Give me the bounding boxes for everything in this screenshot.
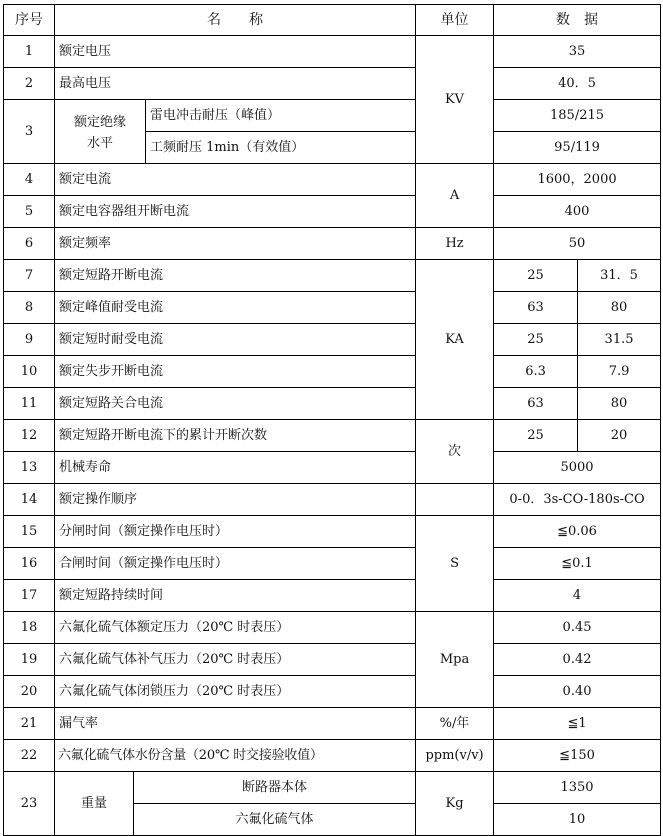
table-row [4,676,661,708]
table-row [4,132,661,164]
table-row [4,196,661,228]
row-name: 额定短时耐受电流 [55,324,416,356]
row-value: ≦0.1 [494,548,661,580]
table-row [4,356,661,388]
row-name: 额定电压 [55,36,416,68]
table-row [4,164,661,196]
table-row [4,228,661,260]
table-row [4,516,661,548]
unit-ka: KA [416,260,494,420]
table-row [4,36,661,68]
row-name: 六氟化硫气体补气压力（20℃ 时表压） [55,644,416,676]
row-name: 额定频率 [55,228,416,260]
row-value: 10 [494,804,661,836]
row-index: 4 [4,164,55,196]
row-index: 17 [4,580,55,612]
row-value-2: 20 [578,420,661,452]
row-value-1: 25 [494,324,578,356]
row-value-1: 25 [494,420,578,452]
row-value: 4 [494,580,661,612]
row-value: 50 [494,228,661,260]
row-value: 1600，2000 [494,164,661,196]
row-index: 2 [4,68,55,100]
row-name: 额定电流 [55,164,416,196]
table-row [4,484,661,516]
header-unit: 单位 [416,5,494,36]
row-name: 六氟化硫气体闭锁压力（20℃ 时表压） [55,676,416,708]
row-value: 1350 [494,772,661,804]
row-index: 21 [4,708,55,740]
row-value: 0-0．3s-CO-180s-CO [494,484,661,516]
row-value-1: 25 [494,260,578,292]
weight-group-label: 重量 [55,772,134,836]
unit-mpa: Mpa [416,612,494,708]
row-value-1: 63 [494,292,578,324]
table-row [4,420,661,452]
row-index: 23 [4,772,55,836]
table-row [4,100,661,132]
row-value-2: 31．5 [578,260,661,292]
row-name: 漏气率 [55,708,416,740]
row-name: 六氟化硫气体额定压力（20℃ 时表压） [55,612,416,644]
table-row [4,324,661,356]
table-row [4,260,661,292]
row-name: 额定短路关合电流 [55,388,416,420]
row-name: 额定失步开断电流 [55,356,416,388]
row-value: 0.40 [494,676,661,708]
header-index: 序号 [4,5,55,36]
row-name: 额定短路开断电流下的累计开断次数 [55,420,416,452]
row-value-2: 31.5 [578,324,661,356]
row-index: 11 [4,388,55,420]
table-row [4,292,661,324]
row-value-1: 63 [494,388,578,420]
table-row [4,740,661,772]
table-row [4,548,661,580]
row-sub-name: 雷电冲击耐压（峰值） [146,100,416,132]
row-sub-name: 工频耐压 1min（有效值） [146,132,416,164]
row-value: ≦0.06 [494,516,661,548]
row-index: 6 [4,228,55,260]
row-index: 13 [4,452,55,484]
row-value: 5000 [494,452,661,484]
insulation-group-label: 额定绝缘 [55,100,146,132]
row-name: 额定电容器组开断电流 [55,196,416,228]
row-value: 0.45 [494,612,661,644]
unit-times: 次 [416,420,494,484]
row-name: 额定操作顺序 [55,484,416,516]
unit-s: S [416,516,494,612]
row-value: 35 [494,36,661,68]
table-row [4,388,661,420]
row-name: 最高电压 [55,68,416,100]
table-row [4,708,661,740]
row-name: 六氟化硫气体水份含量（20℃ 时交接验收值） [55,740,416,772]
row-value-2: 80 [578,292,661,324]
row-index: 18 [4,612,55,644]
row-name: 额定短路开断电流 [55,260,416,292]
row-index: 16 [4,548,55,580]
unit-a: A [416,164,494,228]
row-index: 1 [4,36,55,68]
row-value: 0.42 [494,644,661,676]
row-name: 额定短路持续时间 [55,580,416,612]
row-value: 400 [494,196,661,228]
row-name: 额定峰值耐受电流 [55,292,416,324]
row-index: 8 [4,292,55,324]
unit-ppm: ppm(v/v) [416,740,494,772]
unit-empty [416,484,494,516]
row-value: ≦1 [494,708,661,740]
unit-pct-year: %/年 [416,708,494,740]
row-value: 185/215 [494,100,661,132]
row-index: 12 [4,420,55,452]
row-index: 14 [4,484,55,516]
header-data: 数 据 [494,5,661,36]
header-name: 名 称 [55,5,416,36]
row-index: 3 [4,100,55,164]
row-name: 机械寿命 [55,452,416,484]
row-name: 合闸时间（额定操作电压时） [55,548,416,580]
header-row [4,5,661,36]
unit-kv: KV [416,36,494,164]
row-value-2: 7.9 [578,356,661,388]
table-row [4,772,661,804]
row-index: 19 [4,644,55,676]
table-row [4,644,661,676]
row-index: 20 [4,676,55,708]
row-value-2: 80 [578,388,661,420]
row-value: ≦150 [494,740,661,772]
row-index: 15 [4,516,55,548]
table-row [4,612,661,644]
row-name: 分闸时间（额定操作电压时） [55,516,416,548]
row-index: 7 [4,260,55,292]
row-sub-name: 断路器本体 [134,772,416,804]
row-value-1: 6.3 [494,356,578,388]
row-index: 22 [4,740,55,772]
row-index: 10 [4,356,55,388]
parameter-table [3,4,661,836]
row-index: 5 [4,196,55,228]
table-row [4,452,661,484]
unit-kg: Kg [416,772,494,836]
row-value: 95/119 [494,132,661,164]
unit-hz: Hz [416,228,494,260]
row-value: 40．5 [494,68,661,100]
table-row [4,580,661,612]
insulation-group-label-2: 水平 [55,132,146,164]
table-row [4,68,661,100]
row-index: 9 [4,324,55,356]
row-sub-name: 六氟化硫气体 [134,804,416,836]
